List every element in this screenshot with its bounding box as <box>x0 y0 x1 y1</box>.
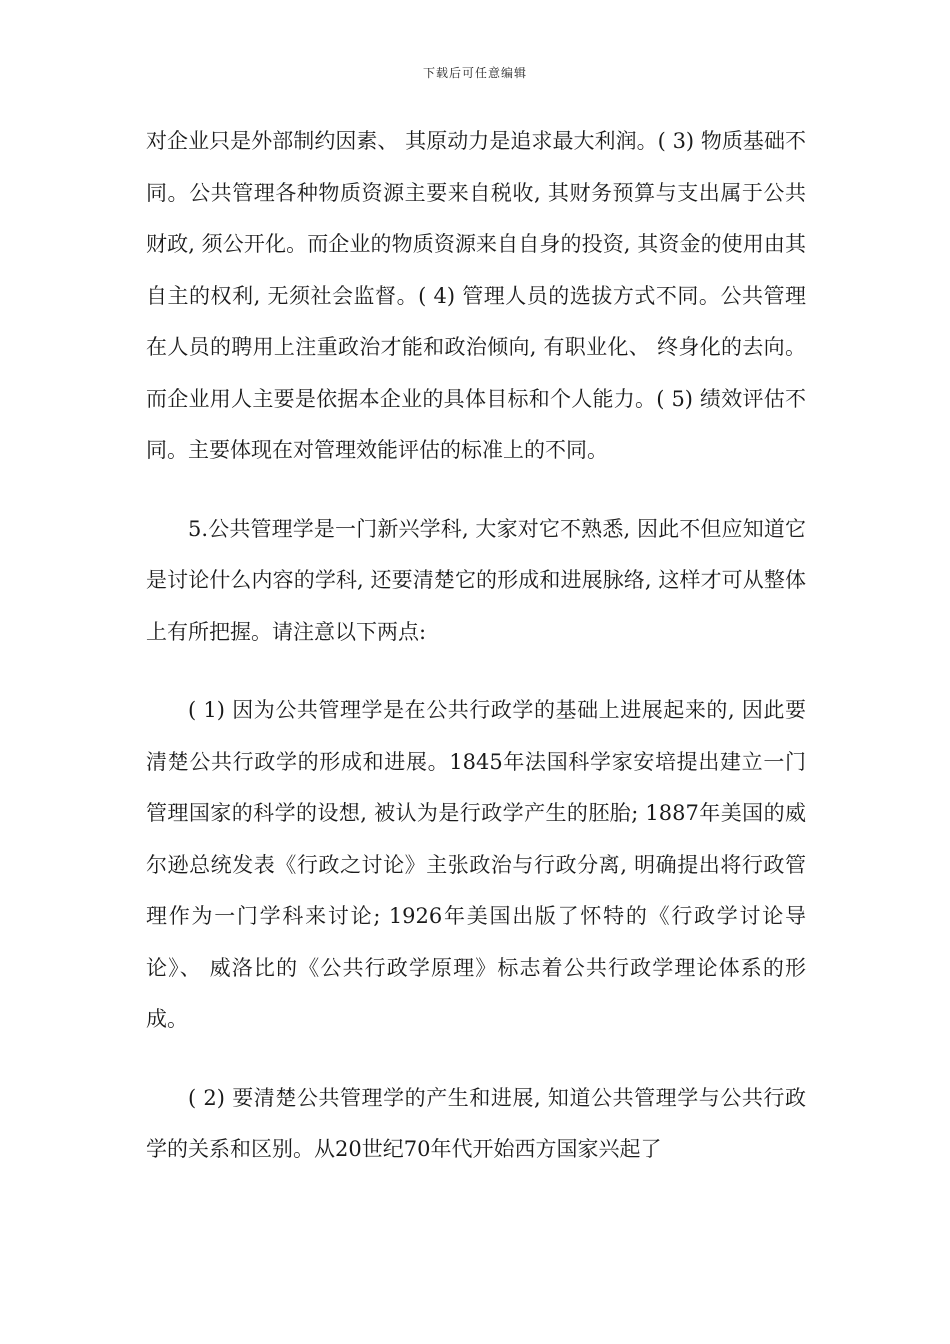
paragraph-point-5: 5.公共管理学是一门新兴学科, 大家对它不熟悉, 因此不但应知道它是讨论什么内容的学科, 还要清楚它的形成和进展脉络, 这样才可从整体上有所把握。请注意以下两点: <box>146 516 806 644</box>
page-header: 下载后可任意编辑 <box>422 66 527 80</box>
paragraph-public-administration-history: ( 1) 因为公共管理学是在公共行政学的基础上进展起来的, 因此要清楚公共行政学的形成和进展。1845年法国科学家安培提出建立一门管理国家的科学的设想, 被认为是行政学产生的胚胎; 1887年美国的威尔逊总统发表《行政之讨论》主张政治与行政分离, 明确提出将行政管理作为一门学科来讨论; 1926年美国出版了怀特的《行政学讨论导论》、 威洛比的《公共行政学原理》标志着公共行政学理论体系的形成。 <box>146 698 806 1031</box>
document-body <box>146 116 806 1176</box>
paragraph-management-differences: 对企业只是外部制约因素、 其原动力是追求最大利润。( 3) 物质基础不同。公共管理各种物质资源主要来自税收, 其财务预算与支出属于公共财政, 须公开化。而企业的物质资源来自自身的投资, 其资金的使用由其自主的权利, 无须社会监督。( 4) 管理人员的选拔方式不同。公共管理在人员的聘用上注重政治才能和政治倾向, 有职业化、 终身化的去向。而企业用人主要是依据本企业的具体目标和个人能力。( 5) 绩效评估不同。主要体现在对管理效能评估的标准上的不同。 <box>146 129 806 462</box>
paragraph-public-management-emergence: ( 2) 要清楚公共管理学的产生和进展, 知道公共管理学与公共行政学的关系和区别。从20世纪70年代开始西方国家兴起了 <box>146 1085 806 1161</box>
